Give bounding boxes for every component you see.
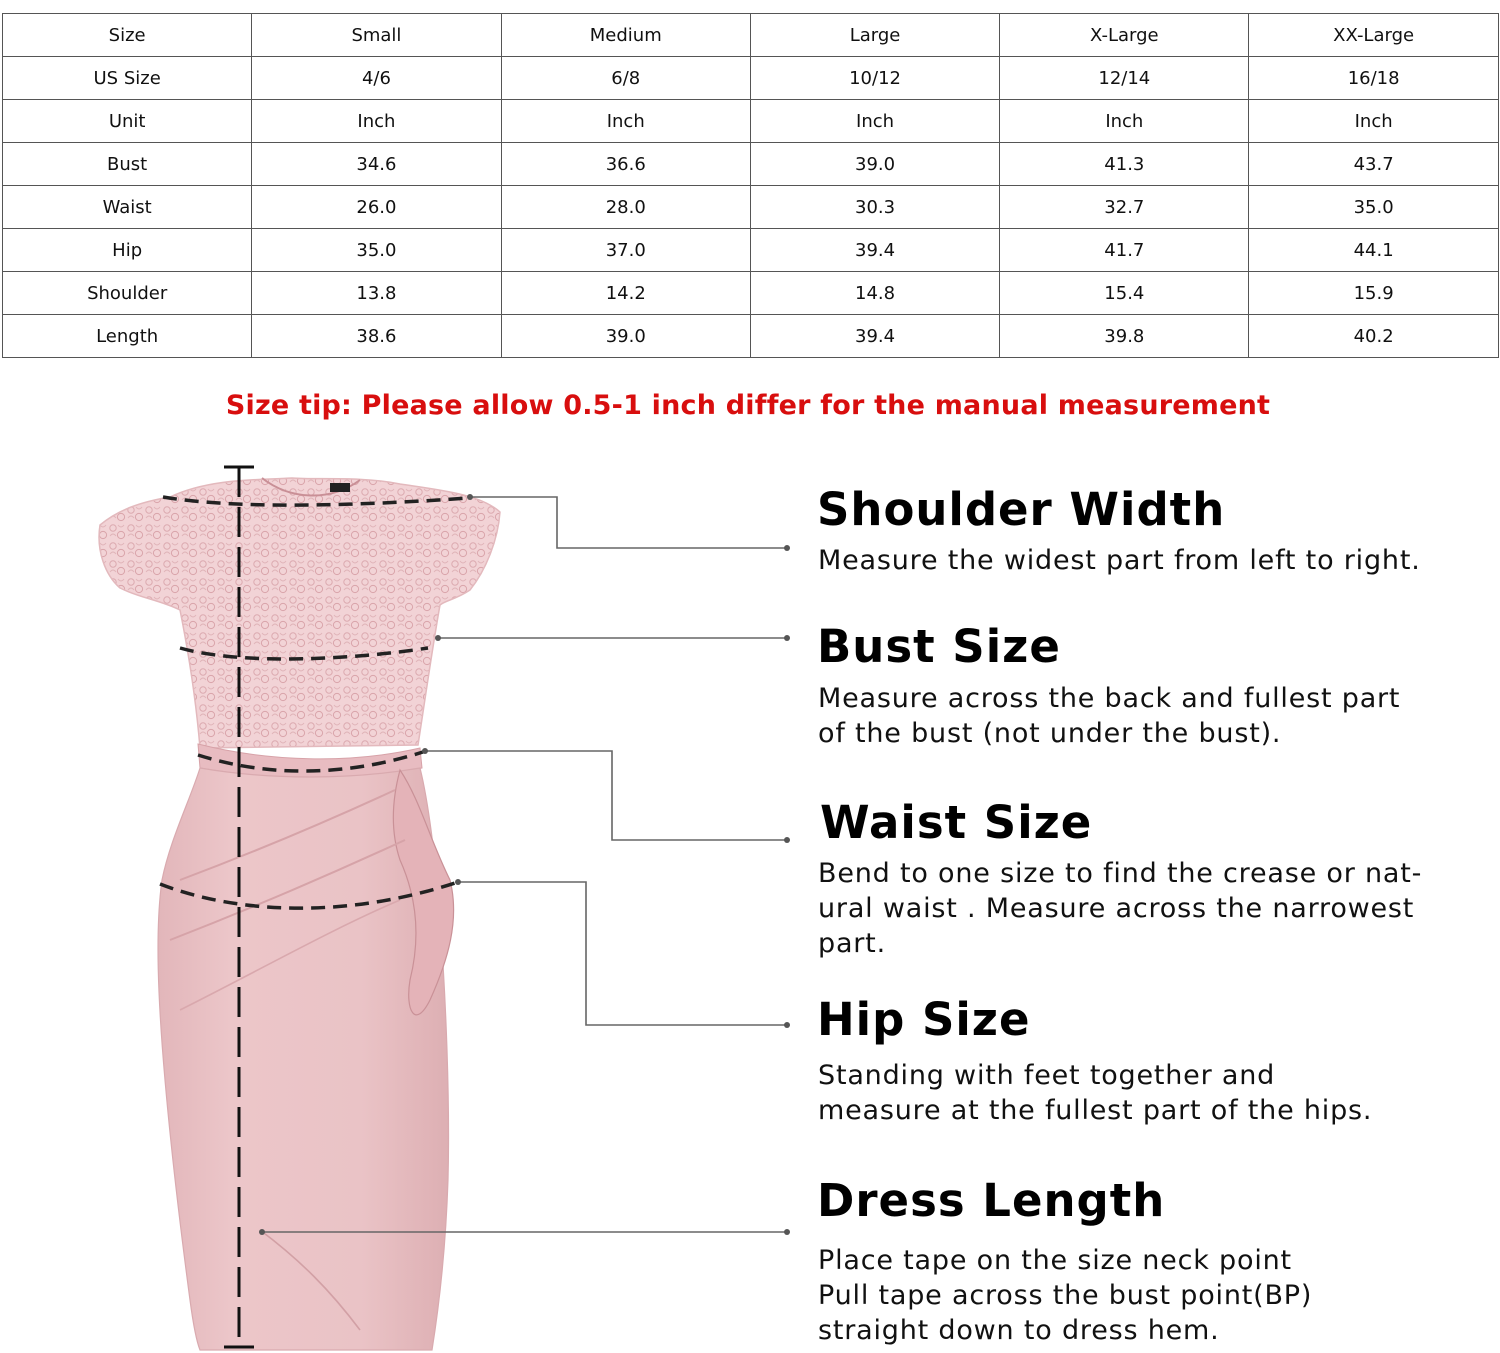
table-cell: Inch — [501, 100, 750, 143]
description-line: Pull tape across the bust point(BP) — [818, 1280, 1313, 1311]
table-cell: Inch — [1249, 100, 1498, 143]
table-cell: 36.6 — [501, 143, 750, 186]
table-row-waist — [3, 186, 1499, 229]
table-cell: 4/6 — [252, 57, 501, 100]
waist-size-description — [818, 856, 1422, 961]
table-cell: 41.3 — [1000, 143, 1249, 186]
description-line: Bend to one size to find the crease or nat- — [818, 858, 1423, 889]
table-cell: Inch — [750, 100, 999, 143]
size-tip: Size tip: Please allow 0.5-1 inch differ for the manual measurement — [225, 390, 1271, 421]
table-cell: Inch — [252, 100, 501, 143]
description-line: Place tape on the size neck point — [818, 1245, 1292, 1276]
lace-bodice — [99, 478, 500, 748]
table-cell: Medium — [501, 14, 750, 57]
table-cell: Large — [750, 14, 999, 57]
hip-size-title: Hip Size — [817, 993, 1031, 1046]
table-cell: 41.7 — [1000, 229, 1249, 272]
table-cell: 44.1 — [1249, 229, 1498, 272]
table-cell: 12/14 — [1000, 57, 1249, 100]
row-label: Shoulder — [3, 272, 252, 315]
table-cell: Small — [252, 14, 501, 57]
shoulder-width-description — [818, 543, 1421, 578]
hip-size-description — [818, 1058, 1372, 1128]
table-cell: 6/8 — [501, 57, 750, 100]
table-cell: 14.2 — [501, 272, 750, 315]
row-label: Bust — [3, 143, 252, 186]
bust-size-description — [818, 681, 1400, 751]
table-cell: 37.0 — [501, 229, 750, 272]
table-row-unit — [3, 100, 1499, 143]
shoulder-width-title: Shoulder Width — [817, 483, 1226, 536]
table-cell: 35.0 — [1249, 186, 1498, 229]
description-line: measure at the fullest part of the hips. — [818, 1095, 1373, 1126]
dress-length-description — [818, 1243, 1312, 1348]
description-line: Measure across the back and fullest part — [818, 683, 1401, 714]
table-cell: 16/18 — [1249, 57, 1498, 100]
description-line: straight down to dress hem. — [818, 1315, 1220, 1346]
table-cell: 28.0 — [501, 186, 750, 229]
row-label: Hip — [3, 229, 252, 272]
table-cell: XX-Large — [1249, 14, 1498, 57]
row-label: Waist — [3, 186, 252, 229]
size-chart-table — [2, 13, 1499, 358]
table-cell: 39.0 — [501, 315, 750, 358]
table-cell: 13.8 — [252, 272, 501, 315]
table-cell: 39.4 — [750, 229, 999, 272]
table-cell: 39.8 — [1000, 315, 1249, 358]
table-cell: 34.6 — [252, 143, 501, 186]
table-cell: 26.0 — [252, 186, 501, 229]
table-row-bust — [3, 143, 1499, 186]
table-cell: X-Large — [1000, 14, 1249, 57]
table-row-length — [3, 315, 1499, 358]
table-cell: 40.2 — [1249, 315, 1498, 358]
description-line: of the bust (not under the bust). — [818, 718, 1282, 749]
table-cell: 35.0 — [252, 229, 501, 272]
table-cell: 39.0 — [750, 143, 999, 186]
row-label: Length — [3, 315, 252, 358]
description-line: Standing with feet together and — [818, 1060, 1276, 1091]
waist-size-title: Waist Size — [820, 796, 1093, 849]
description-line: Measure the widest part from left to right. — [818, 545, 1421, 576]
table-cell: 32.7 — [1000, 186, 1249, 229]
table-cell: 15.4 — [1000, 272, 1249, 315]
table-row-size — [3, 14, 1499, 57]
table-cell: 38.6 — [252, 315, 501, 358]
description-line: part. — [818, 928, 886, 959]
dress-illustration — [0, 440, 800, 1353]
row-label: US Size — [3, 57, 252, 100]
table-row-us-size — [3, 57, 1499, 100]
row-label: Unit — [3, 100, 252, 143]
row-label: Size — [3, 14, 252, 57]
description-line: ural waist . Measure across the narrowest — [818, 893, 1415, 924]
table-cell: Inch — [1000, 100, 1249, 143]
bust-size-title: Bust Size — [817, 620, 1061, 673]
table-cell: 15.9 — [1249, 272, 1498, 315]
table-cell: 14.8 — [750, 272, 999, 315]
table-cell: 30.3 — [750, 186, 999, 229]
table-cell: 10/12 — [750, 57, 999, 100]
table-row-hip — [3, 229, 1499, 272]
dress-length-title: Dress Length — [817, 1174, 1166, 1227]
table-row-shoulder — [3, 272, 1499, 315]
table-cell: 43.7 — [1249, 143, 1498, 186]
table-cell: 39.4 — [750, 315, 999, 358]
